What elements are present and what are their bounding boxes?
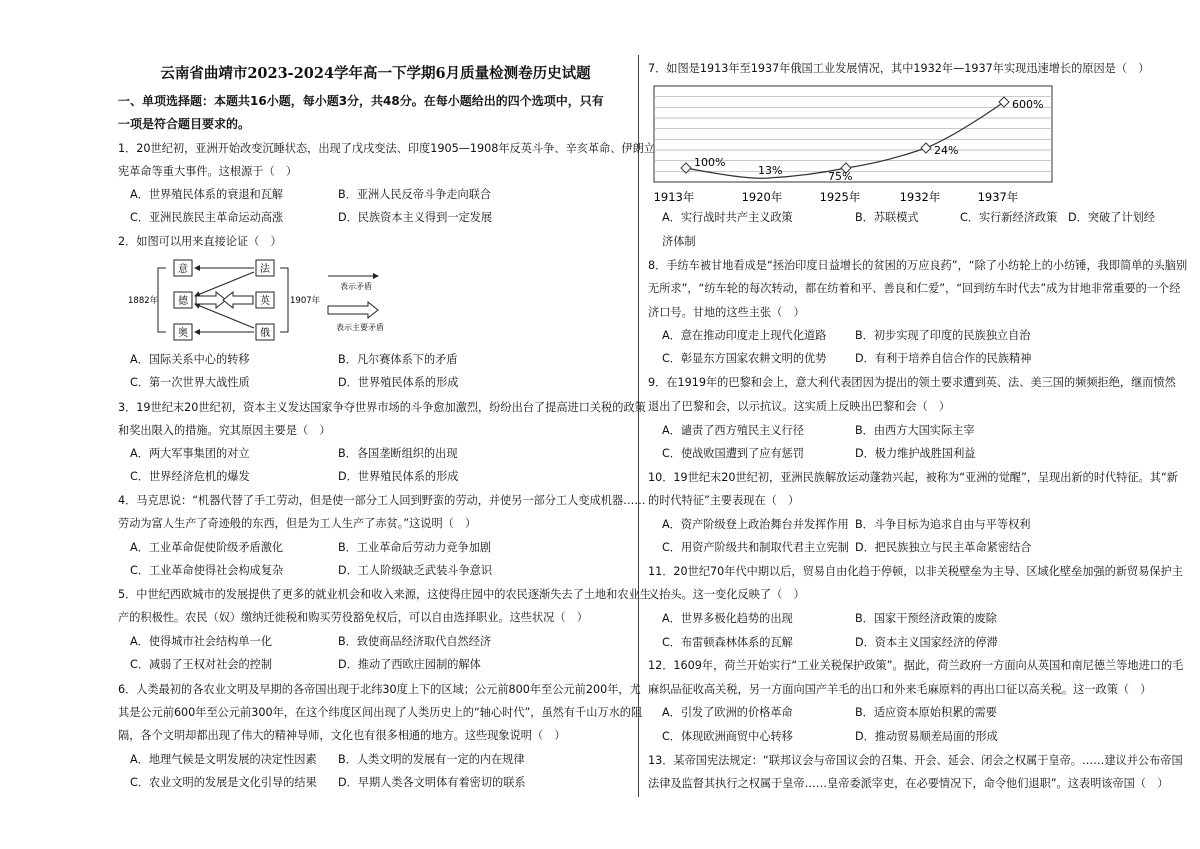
q3-option-d[interactable]: D．世界殖民体系的形成 <box>338 470 459 483</box>
q3-option-a[interactable]: A．两大军事集团的对立 <box>130 447 250 460</box>
q9-stem-line1: 9．在1919年的巴黎和会上，意大利代表团因为提出的领土要求遭到英、法、美三国的频频拒绝，继而愤然 <box>648 376 1176 389</box>
q12-stem-line2: 麻织品征收高关税，另一方面向国产羊毛的出口和外来毛麻原料的再出口征以高关税。这一政策（ ） <box>648 683 1152 696</box>
q11-option-b[interactable]: B．国家干预经济政策的废除 <box>855 612 997 625</box>
q3-stem-line1: 3．19世纪末20世纪初，资本主义发达国家争夺世界市场的斗争愈加激烈，纷纷出台了提高进口关税的政策 <box>118 401 646 414</box>
q8-option-c[interactable]: C．彰显东方国家农耕文明的优势 <box>662 352 827 365</box>
q3-stem-line2: 和奖出限入的措施。究其原因主要是（ ） <box>118 424 331 437</box>
q5-stem-line2: 产的积极性。农民（奴）缴纳迁徙税和购买劳役豁免权后，可以自由选择职业。这些状况（ ） <box>118 611 588 624</box>
chart-data-label: 13% <box>758 164 783 177</box>
node-austria: 奥 <box>178 328 188 339</box>
chart-point <box>999 97 1009 107</box>
q9-option-b[interactable]: B．由西方大国实际主宰 <box>855 424 975 437</box>
q7-option-d-cont: 济体制 <box>662 235 696 248</box>
node-russia: 俄 <box>260 328 270 339</box>
q4-option-b[interactable]: B．工业革命后劳动力竞争加剧 <box>338 541 492 554</box>
q4-option-c[interactable]: C．工业革命使得社会构成复杂 <box>130 564 284 577</box>
q3-option-c[interactable]: C．世界经济危机的爆发 <box>130 470 250 483</box>
q12-option-c[interactable]: C．体现欧洲商贸中心转移 <box>662 730 793 743</box>
q6-option-c[interactable]: C．农业文明的发展是文化引导的结果 <box>130 776 317 789</box>
q11-stem-line1: 11．20世纪70年代中期以后，贸易自由化趋于停顿，以非关税壁垒为主导、区域化壁垒加强的新贸易保护主 <box>648 565 1183 578</box>
node-germany: 德 <box>178 296 188 307</box>
q6-stem-line1: 6．人类最初的各农业文明及早期的各帝国出现于北纬30度上下的区域；公元前800年至公元前200年，尤 <box>118 683 641 696</box>
q9-option-d[interactable]: D．极力维护战胜国利益 <box>855 447 976 460</box>
q10-option-b[interactable]: B．斗争目标为追求自由与平等权利 <box>855 518 1031 531</box>
chart-data-label: 600% <box>1012 98 1044 111</box>
chart-x-tick-label: 1920年 <box>741 190 783 204</box>
q2-stem-line1: 2．如图可以用来直接论证（ ） <box>118 235 282 248</box>
chart-data-label: 75% <box>828 170 853 183</box>
chart-x-tick-label: 1925年 <box>819 190 861 204</box>
section-heading-line1: 一、单项选择题：本题共16小题，每小题3分，共48分。在每小题给出的四个选项中，只有 <box>118 94 604 108</box>
q1-stem-line1: 1．20世纪初，亚洲开始改变沉睡状态，出现了戊戌变法、印度1905—1908年反英斗争、辛亥革命、伊朗立 <box>118 142 655 155</box>
q11-option-d[interactable]: D．资本主义国家经济的停滞 <box>855 636 998 649</box>
q8-stem-line3: 济口号。甘地的这些主张（ ） <box>648 306 805 319</box>
q2-option-a[interactable]: A．国际关系中心的转移 <box>130 353 250 366</box>
q5-option-d[interactable]: D．推动了西欧庄园制的解体 <box>338 658 481 671</box>
q8-option-b[interactable]: B．初步实现了印度的民族独立自治 <box>855 329 1031 342</box>
q5-option-a[interactable]: A．使得城市社会结构单一化 <box>130 635 272 648</box>
node-italy: 意 <box>178 264 188 275</box>
q5-option-b[interactable]: B．致使商品经济取代自然经济 <box>338 635 492 648</box>
q12-option-a[interactable]: A．引发了欧洲的价格革命 <box>662 706 793 719</box>
chart-data-label: 24% <box>934 144 959 157</box>
q10-stem-line2: 的时代特征”主要表现在（ ） <box>648 494 800 507</box>
q6-stem-line2: 其是公元前600年至公元前300年，在这个纬度区间出现了人类历史上的“轴心时代”，虽然有千山万水的阻 <box>118 706 643 719</box>
q9-option-a[interactable]: A．谴责了西方殖民主义行径 <box>662 424 804 437</box>
q1-option-a[interactable]: A．世界殖民体系的衰退和瓦解 <box>130 188 284 201</box>
q6-option-d[interactable]: D．早期人类各文明体有着密切的联系 <box>338 776 526 789</box>
q11-stem-line2: 义抬头。这一变化反映了（ ） <box>648 588 805 601</box>
chart-x-tick-label: 1937年 <box>977 190 1019 204</box>
q11-option-c[interactable]: C．布雷顿森林体系的瓦解 <box>662 636 793 649</box>
q4-stem-line1: 4．马克思说：“机器代替了手工劳动，但是使一部分工人回到野蛮的劳动，并使另一部分工人变成机器…… <box>118 494 646 507</box>
q5-stem-line1: 5．中世纪西欧城市的发展提供了更多的就业机会和收入来源，这使得庄园中的农民逐渐失去了土地和农业生 <box>118 588 651 601</box>
legend-contradiction: 表示矛盾 <box>340 282 372 291</box>
q2-alliance-diagram <box>128 256 428 346</box>
q8-stem-line2: 无所求”，“纺车轮的每次转动，都在纺着和平、善良和仁爱”，“回到纺车时代去”成为甘地非常重要的一个经 <box>648 282 1181 295</box>
q12-option-d[interactable]: D．推动贸易顺差局面的形成 <box>855 730 998 743</box>
chart-data-label: 100% <box>694 156 726 169</box>
page-title: 云南省曲靖市2023-2024学年高一下学期6月质量检测卷历史试题 <box>160 65 591 82</box>
chart-x-tick-label: 1932年 <box>899 190 941 204</box>
q3-option-b[interactable]: B．各国垄断组织的出现 <box>338 447 458 460</box>
q2-option-b[interactable]: B．凡尔赛体系下的矛盾 <box>338 353 458 366</box>
q7-industry-chart <box>648 84 1058 208</box>
section-heading-line2: 一项是符合题目要求的。 <box>118 117 251 131</box>
q13-stem-line1: 13．某帝国宪法规定：“联邦议会与帝国议会的召集、开会、延会、闭会之权属于皇帝。……建议并公布帝国 <box>648 754 1183 767</box>
q1-option-d[interactable]: D．民族资本主义得到一定发展 <box>338 211 493 224</box>
q6-option-a[interactable]: A．地理气候是文明发展的决定性因素 <box>130 753 317 766</box>
chart-point <box>921 143 931 153</box>
node-france: 法 <box>260 264 270 275</box>
q12-option-b[interactable]: B．适应资本原始积累的需要 <box>855 706 997 719</box>
year-1907: 1907年 <box>290 296 321 306</box>
q4-option-d[interactable]: D．工人阶级缺乏武装斗争意识 <box>338 564 493 577</box>
q1-stem-line2: 宪革命等重大事件。这根源于（ ） <box>118 165 298 178</box>
q6-stem-line3: 隔，各个文明却都出现了伟大的精神导师，文化也有很多相通的地方。这些现象说明（ ） <box>118 729 566 742</box>
q8-option-d[interactable]: D．有利于培养自信合作的民族精神 <box>855 352 1032 365</box>
q1-option-b[interactable]: B．亚洲人民反帝斗争走向联合 <box>338 188 492 201</box>
q10-option-c[interactable]: C．用资产阶级共和制取代君主立宪制 <box>662 541 849 554</box>
q9-stem-line2: 退出了巴黎和会，以示抗议。这实质上反映出巴黎和会（ ） <box>648 400 951 413</box>
legend-main-contradiction: 表示主要矛盾 <box>336 323 384 332</box>
chart-x-tick-label: 1913年 <box>653 190 695 204</box>
q2-option-c[interactable]: C．第一次世界大战性质 <box>130 376 250 389</box>
q7-stem-line1: 7．如图是1913年至1937年俄国工业发展情况，其中1932年—1937年实现迅速增长的原因是（ ） <box>648 62 1150 75</box>
node-britain: 英 <box>260 296 270 307</box>
q7-option-a[interactable]: A．实行战时共产主义政策 <box>662 211 793 224</box>
q13-stem-line2: 法律及监督其执行之权属于皇帝……皇帝委派宰吏，在必要情况下，命令他们退职”。这表明该帝国（ ） <box>648 777 1169 790</box>
q7-option-b[interactable]: B．苏联模式 <box>855 211 919 224</box>
q8-stem-line1: 8．手纺车被甘地看成是“拯治印度日益增长的贫困的万应良药”，“除了小纺轮上的小纺锤，我即简单的头脑别 <box>648 259 1188 272</box>
q9-option-c[interactable]: C．使战败国遭到了应有惩罚 <box>662 447 805 460</box>
q1-option-c[interactable]: C．亚洲民族民主革命运动高涨 <box>130 211 284 224</box>
q10-stem-line1: 10．19世纪末20世纪初，亚洲民族解放运动蓬勃兴起，被称为“亚洲的觉醒”，呈现出新的时代特征。其“新 <box>648 471 1178 484</box>
q7-option-d[interactable]: D．突破了计划经 <box>1068 211 1155 224</box>
q2-option-d[interactable]: D．世界殖民体系的形成 <box>338 376 459 389</box>
q8-option-a[interactable]: A．意在推动印度走上现代化道路 <box>662 329 827 342</box>
q6-option-b[interactable]: B．人类文明的发展有一定的内在规律 <box>338 753 525 766</box>
q12-stem-line1: 12．1609年，荷兰开始实行“工业关税保护政策”。据此，荷兰政府一方面向从英国和南尼德兰等地进口的毛 <box>648 659 1184 672</box>
year-1882: 1882年 <box>128 296 159 306</box>
q4-option-a[interactable]: A．工业革命促使阶级矛盾激化 <box>130 541 284 554</box>
q7-option-c[interactable]: C．实行新经济政策 <box>960 211 1058 224</box>
q4-stem-line2: 劳动为富人生产了奇迹般的东西，但是为工人生产了赤贫。”这说明（ ） <box>118 517 477 530</box>
q10-option-d[interactable]: D．把民族独立与民主革命紧密结合 <box>855 541 1032 554</box>
q11-option-a[interactable]: A．世界多极化趋势的出现 <box>662 612 793 625</box>
q5-option-c[interactable]: C．减弱了王权对社会的控制 <box>130 658 273 671</box>
q10-option-a[interactable]: A．资产阶级登上政治舞台并发挥作用 <box>662 518 849 531</box>
